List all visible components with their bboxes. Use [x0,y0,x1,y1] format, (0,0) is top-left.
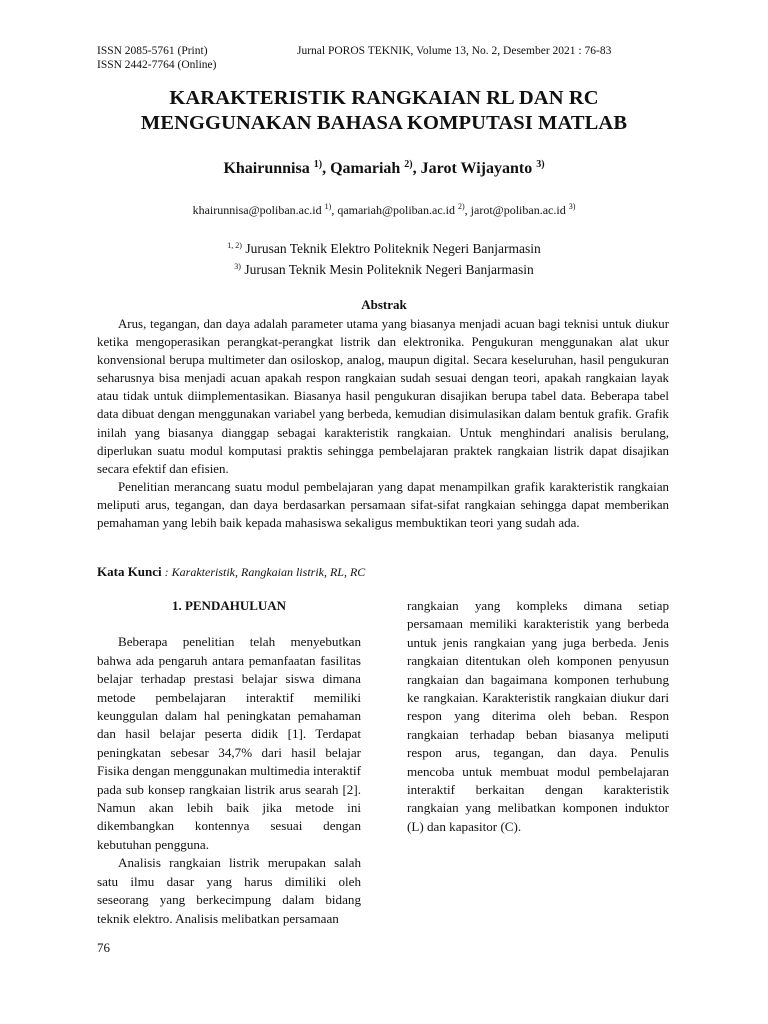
left-column [97,597,361,928]
abstract-paragraph: Penelitian merancang suatu modul pembelajaran yang dapat menampilkan grafik karakteristik rangkaian meliputi arus, tegangan, dan daya berdasarkan persamaan sifat-sifat rangkaian sehingga dapat memberikan pemahaman yang lebih baik kepada mahasiswa sekaligus membuktikan teori yang sudah ada. [97,479,669,531]
right-column [407,597,669,836]
issn-block [97,44,216,72]
body-paragraph: Analisis rangkaian listrik merupakan salah satu ilmu dasar yang harus dimiliki oleh seseorang yang berkecimpung dalam bidang teknik elektro. Analisis melibatkan persamaan [97,855,361,926]
affiliation-text: Jurusan Teknik Mesin Politeknik Negeri Banjarmasin [244,262,534,277]
section-heading: 1. PENDAHULUAN [171,598,287,613]
keywords [97,564,365,580]
affiliation-mark: 1, 2) [227,241,242,250]
affiliation [60,240,708,257]
issn-online: ISSN 2442-7764 (Online) [97,59,217,71]
author-list: Khairunnisa $^{1)}$, Qamariah $^{2)}$, Jarot Wijayanto $^{3)}$ [223,159,545,177]
abstract-paragraph: Arus, tegangan, dan daya adalah parameter utama yang biasanya menjadi acuan bagi teknisi untuk diukur ketika mengoperasikan perangkat-perangkat listrik dan elektronika. Pengukuran menggunakan alat ukur konvensional berupa multimeter dan osiloskop, analog, maupun digital. Secara keseluruhan, hasil pengukuran seharusnya bisa menjadi acuan apakah respon rangkaian sudah sesuai dengan teori, apakah rangkaian layak atau tidak untuk diimplementasikan. Biasanya hasil pengukuran disajikan berupa tabel data. Beberapa tabel data dibuat dengan menggunakan variabel yang berbeda, kemudian disimulasikan dalam bentuk grafik. Grafik inilah yang biasanya dianggap sebagai karakteristik rangkaian. Untuk menghindari analisis berulang, diperlukan suatu modul komputasi praktis sehingga pembelajaran praktek rangkaian listrik dapat disajikan secara efektif dan efisien. [97,317,669,476]
affiliation-text: Jurusan Teknik Elektro Politeknik Negeri Banjarmasin [245,241,541,256]
author-email[interactable]: khairunnisa@poliban.ac.id [192,203,322,217]
issn-print: ISSN 2085-5761 (Print) [97,45,208,57]
body-paragraph: Beberapa penelitian telah menyebutkan bahwa ada pengaruh antara pemanfaatan fasilitas belajar terhadap prestasi belajar siswa dimana metode pembelajaran interaktif memiliki keunggulan dalam hal peningkatan pemahaman dan hasil belajar peserta didik [1]. Terdapat peningkatan sebesar 34,7% dari hasil belajar Fisika dengan menggunakan multimedia interaktif pada sub konsep rangkaian listrik arus searah [2]. Namun akan lebih baik jika metode ini dikembangkan kontennya sesuai dengan kebutuhan pengguna. [97,634,361,852]
email-mark: 1) [324,202,332,211]
title-line-2: MENGGUNAKAN BAHASA KOMPUTASI MATLAB [140,112,628,134]
keywords-text: Karakteristik, Rangkaian listrik, RL, RC [171,565,366,579]
email-mark: 3) [568,202,576,211]
author-email[interactable]: qamariah@poliban.ac.id [337,203,455,217]
journal-citation: Jurnal POROS TEKNIK, Volume 13, No. 2, Desember 2021 : 76-83 [297,45,612,57]
author-name: Jarot Wijayanto [420,160,533,177]
abstract-body [97,315,669,532]
abstract-heading: Abstrak [361,297,407,312]
author-mark: 2) [404,159,413,170]
affiliation [60,261,708,278]
affiliation-mark: 3) [234,262,241,271]
author-email[interactable]: jarot@poliban.ac.id [470,203,566,217]
paper-title [60,86,708,136]
email-list: khairunnisa@poliban.ac.id $^{1)}$, qamariah@poliban.ac.id $^{2)}$, jarot@poliban.ac.id $^{3)}$ [192,202,576,217]
page-number: 76 [97,940,110,955]
body-paragraph: rangkaian yang kompleks dimana setiap persamaan memiliki karakteristik yang berbeda untuk jenis rangkaian yang juga berbeda. Jenis rangkaian ditentukan oleh komponen penyusun rangkaian dan bagaimana komponen terhubung ke rangkaian. Karakteristik rangkaian diukur dari respon yang diterima oleh beban. Respon rangkaian terhadap beban biasanya meliputi respon arus, tegangan, dan daya. Penulis mencoba untuk membuat modul pembelajaran interaktif berkaitan dengan karakteristik rangkaian yang melibatkan komponen induktor (L) dan kapasitor (C). [407,598,669,834]
author-mark: 1) [313,159,323,170]
keywords-label: Kata Kunci [97,564,162,579]
keywords-separator: : [161,565,172,579]
author-mark: 3) [536,159,545,170]
title-line-1: KARAKTERISTIK RANGKAIAN RL DAN RC [169,87,599,109]
email-mark: 2) [458,202,465,211]
author-name: Qamariah [330,160,401,177]
author-name: Khairunnisa [223,160,310,177]
